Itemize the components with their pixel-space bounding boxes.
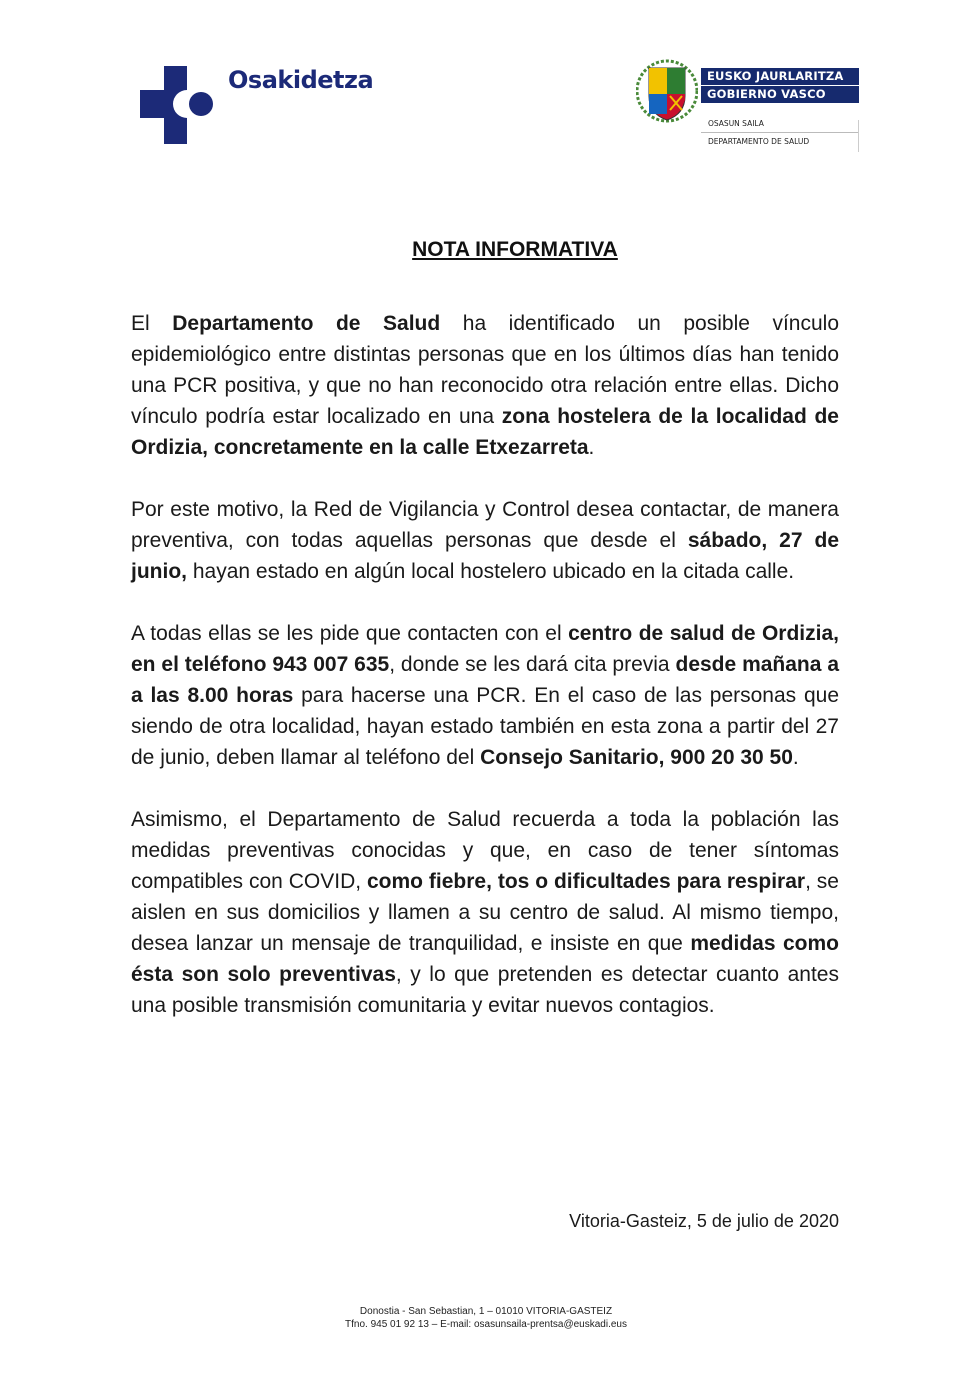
paragraph-2: Por este motivo, la Red de Vigilancia y Control desea contactar, de manera preventiva, con todas aquellas personas que desde el sábado, 27 de junio, hayan estado en algún local hostelero ubicado en la citada calle. — [131, 498, 839, 583]
footer-address: Donostia - San Sebastian, 1 – 01010 VITORIA-GASTEIZ — [359, 1306, 613, 1317]
paragraph-3: A todas ellas se les pide que contacten con el centro de salud de Ordizia, en el teléfono 943 007 635, donde se les dará cita previa desde mañana a a las 8.00 horas para hacerse una PCR. En el caso de las personas que siendo de otra localidad, hayan estado también en esta zona a partir del 27 de junio, deben llamar al teléfono del Consejo Sanitario, 900 20 30 50. — [131, 622, 839, 769]
paragraph-1: El Departamento de Salud ha identificado un posible vínculo epidemiológico entre distintas personas que en los últimos días han tenido una PCR positiva, y que no han reconocido otra relación entre ellas. Dicho vínculo podría estar localizado en una zona hostelera de la localidad de Ordizia, concretamente en la calle Etxezarreta. — [131, 312, 839, 459]
gv-divider — [701, 132, 859, 133]
gv-line-basque: EUSKO JAURLARITZA — [707, 69, 844, 83]
footer-contact: Tfno. 945 01 92 13 – E-mail: osasunsaila-prentsa@euskadi.eus — [345, 1319, 627, 1330]
document-body — [131, 308, 839, 1052]
gv-vertical-divider — [858, 120, 859, 152]
document-title: NOTA INFORMATIVA — [412, 238, 618, 261]
paragraph-4: Asimismo, el Departamento de Salud recuerda a toda la población las medidas preventivas conocidas y que, en caso de tener síntomas compatibles con COVID, como fiebre, tos o dificultades para respirar, se aislen en sus domicilios y llamen a su centro de salud. Al mismo tiempo, desea lanzar un mensaje de tranquilidad, e insiste en que medidas como ésta son solo preventivas, y lo que pretenden es detectar cuanto antes una posible transmisión comunitaria y evitar nuevos contagios. — [131, 808, 839, 1017]
gv-department-basque: OSASUN SAILA — [708, 119, 764, 128]
document-date: Vitoria-Gasteiz, 5 de julio de 2020 — [569, 1211, 839, 1231]
osakidetza-logo-icon — [140, 66, 216, 144]
basque-government-banner — [701, 68, 859, 103]
basque-government-shield-icon — [636, 56, 698, 131]
gv-line-spanish: GOBIERNO VASCO — [701, 85, 859, 103]
document-footer — [0, 1305, 972, 1331]
gv-department-spanish: DEPARTAMENTO DE SALUD — [708, 137, 810, 146]
osakidetza-name: Osakidetza — [228, 66, 374, 94]
